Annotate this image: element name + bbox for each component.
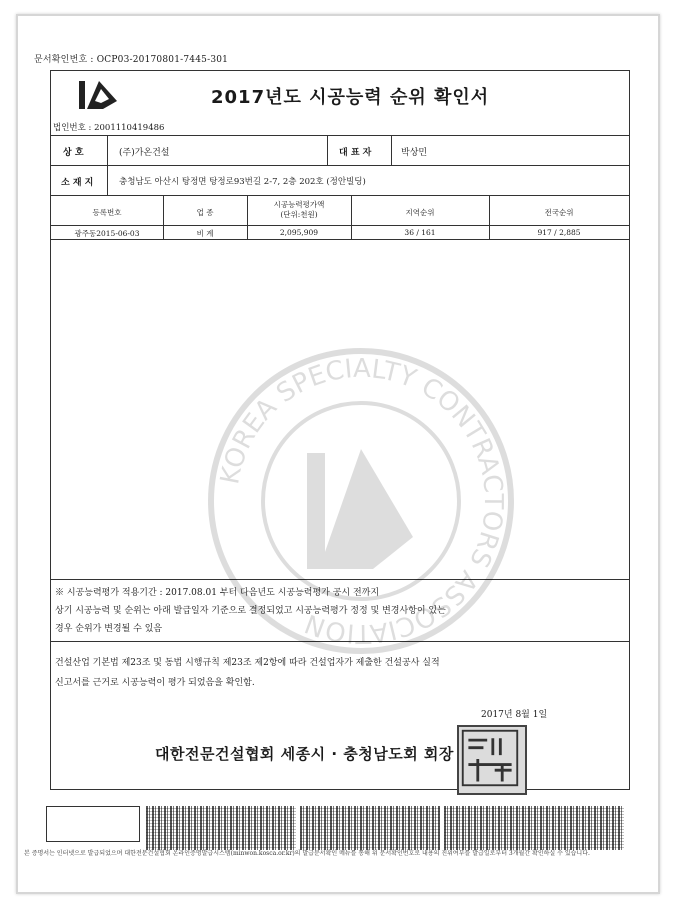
document-confirm-number: 문서확인번호 : OCP03-20170801-7445-301 — [34, 55, 229, 65]
divider — [51, 239, 629, 240]
divider — [51, 195, 629, 196]
address-value: 충청남도 아산시 탕정면 탕정로93번길 2-7, 2층 202호 (정안빌딩) — [119, 177, 366, 187]
qr-code-icon — [444, 806, 624, 850]
representative-value: 박상민 — [401, 148, 428, 158]
table-cell-region-rank: 36 / 161 — [404, 228, 436, 237]
footer-notice: 본 증명서는 인터넷으로 발급되었으며 대한전문건설협회 온라인증명발급시스템(minwon.kosca.or.kr)의 발급문서확인 메뉴를 통해 위 문서확인번호로 내용의 진위여부를 발급일로부터 3개월간 확인하실 수 있습니다. — [24, 850, 590, 857]
col-header-region-rank: 지역순위 — [405, 208, 435, 217]
barcode-box — [46, 806, 140, 842]
title-bar — [51, 71, 629, 119]
notes-line4: 건설산업 기본법 제23조 및 동법 시행규칙 제23조 제2항에 따라 건설업자가 제출한 건설공사 실적 — [55, 658, 440, 668]
table-cell-amount: 2,095,909 — [279, 228, 319, 237]
qr-code-icon — [146, 806, 296, 850]
divider — [327, 135, 328, 165]
notes-period: ※ 시공능력평가 적용기간 : 2017.08.01 부터 다음년도 시공능력평가 공시 전까지 — [55, 588, 380, 598]
divider — [107, 135, 108, 195]
col-header-industry: 업 종 — [196, 208, 214, 217]
representative-label: 대 표 자 — [339, 148, 372, 158]
document-title: 2017년도 시공능력 순위 확인서 — [211, 87, 490, 108]
certificate-sheet — [50, 70, 630, 790]
col-header-reg-no: 등록번호 — [92, 208, 122, 217]
notes-line3: 경우 순위가 변경될 수 있음 — [55, 624, 163, 634]
issuer-signature: 대한전문건설협회 세종시 · 충청남도회 회장 — [155, 745, 454, 763]
corporate-number: 법인번호 : 2001110419486 — [53, 123, 165, 133]
watermark-text: KOREA SPECIALTY CONTRACTORS ASSOCIATION — [215, 353, 509, 649]
kosca-logo-icon — [77, 75, 121, 113]
divider — [51, 225, 629, 226]
divider — [51, 165, 629, 166]
issue-date: 2017년 8월 1일 — [481, 710, 548, 720]
qr-code-icon — [300, 806, 440, 850]
col-header-national-rank: 전국순위 — [544, 208, 574, 217]
table-cell-national-rank: 917 / 2,885 — [537, 228, 581, 237]
trade-name-value: (주)가온건설 — [119, 148, 170, 158]
trade-name-label: 상 호 — [63, 148, 84, 158]
table-cell-industry: 비 계 — [196, 229, 214, 238]
notes-line5: 신고서를 근거로 시공능력이 평가 되었음을 확인함. — [55, 678, 255, 688]
official-seal-icon — [457, 725, 527, 795]
divider — [391, 135, 392, 165]
address-label: 소 재 지 — [61, 178, 94, 188]
divider — [51, 135, 629, 136]
col-header-amount-unit: (단위:천원) — [280, 210, 318, 219]
col-header-amount: 시공능력평가액 — [273, 200, 325, 209]
notes-line2: 상기 시공능력 및 순위는 아래 발급일자 기준으로 결정되었고 시공능력평가 정정 및 변경사항이 있는 — [55, 606, 446, 616]
table-cell-reg-no: 광주동2015-06-03 — [74, 229, 140, 238]
